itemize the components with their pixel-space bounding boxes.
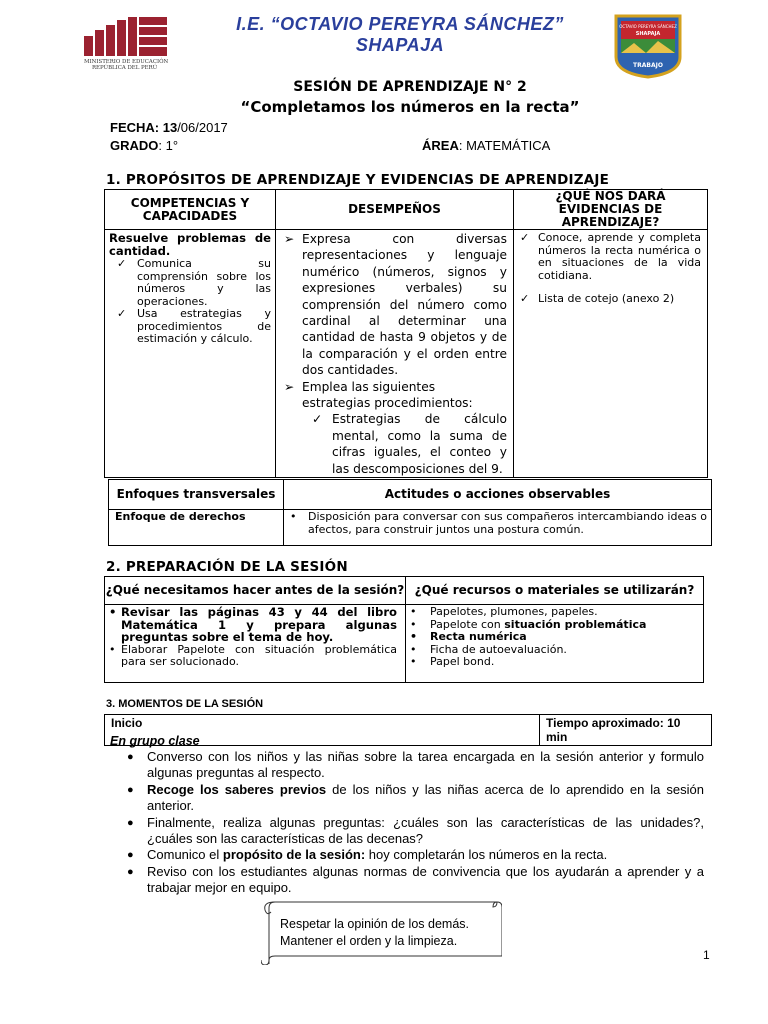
fecha-line <box>110 120 228 135</box>
col-antes: ¿Qué necesitamos hacer antes de la sesión? <box>105 577 406 605</box>
evidencias-cell <box>514 230 708 478</box>
antes-cell <box>105 605 406 683</box>
grado-label: GRADO <box>110 138 159 153</box>
moment-item: ● Recoge los saberes previos de los niños y las niñas acerca de lo aprendido en la sesión anterior. <box>127 781 704 814</box>
desempeno-item: ➢ Emplea las siguientes estrategias procedimientos: <box>284 379 473 411</box>
bullet-icon: ● <box>127 751 134 763</box>
check-icon: ✓ <box>117 307 127 320</box>
area-value: : MATEMÁTICA <box>458 138 551 153</box>
recurso-item: • Papelotes, plumones, papeles. <box>410 605 598 618</box>
bullet-icon: • <box>410 642 417 656</box>
moment-item: ● Comunico el propósito de la sesión: hoy completarán los números en la recta. <box>127 847 608 863</box>
col-competencias: COMPETENCIAS Y CAPACIDADES <box>105 190 276 230</box>
bullet-icon: ● <box>127 816 134 829</box>
section2-heading: 2. PREPARACIÓN DE LA SESIÓN <box>106 559 348 575</box>
actitud-item: • Disposición para conversar con sus compañeros intercambiando ideas o afectos, para construir juntos una postura común. <box>290 510 707 536</box>
bullet-icon: ● <box>127 849 134 862</box>
bullet-icon: • <box>410 617 417 631</box>
scroll-line1: Respetar la opinión de los demás. <box>280 917 470 931</box>
session-title: SESIÓN DE APRENDIZAJE N° 2 <box>293 79 527 95</box>
grado-line <box>110 138 178 153</box>
col-desempenos: DESEMPEÑOS <box>276 190 514 230</box>
section3-heading: 3. MOMENTOS DE LA SESIÓN <box>106 698 264 710</box>
col-evidencias: ¿QUÉ NOS DARÁ EVIDENCIAS DE APRENDIZAJE? <box>514 190 708 230</box>
page-number: 1 <box>703 948 710 962</box>
tiempo-label: Tiempo aproximado: 10 min <box>540 715 712 746</box>
inicio-label: Inicio <box>105 715 540 746</box>
check-icon: ✓ <box>312 412 323 427</box>
school-name <box>200 14 600 56</box>
bullet-icon: ● <box>127 783 134 796</box>
moment-item: ● Reviso con los estudiantes algunas normas de convivencia que los ayudarán a aprender y a trabajar mejor en equipo. <box>127 863 704 896</box>
recurso-item: • Ficha de autoevaluación. <box>410 642 567 656</box>
desempeno-item: ➢ Expresa con diversas representaciones y lenguaje numérico (números, signos y expresiones verbales) su comprensión del número como cardinal al determinar una cantidad de hasta 9 objetos y de la comparación y el orden entre dos cantidades. <box>284 232 507 378</box>
grupo-clase: En grupo clase <box>110 734 200 748</box>
purposes-table <box>104 189 708 478</box>
moment-item: ● Converso con los niños y las niñas sobre la tarea encargada en la sesión anterior y formulo algunas preguntas al respecto. <box>127 749 704 781</box>
fecha-label: FECHA: 13 <box>110 120 178 135</box>
antes-item: • Elaborar Papelote con situación problemática para ser solucionado. <box>109 642 397 668</box>
competencia: Resuelve problemas de cantidad. <box>109 231 271 258</box>
evidencia-item: ✓ Lista de cotejo (anexo 2) <box>520 292 675 305</box>
arrow-bullet-icon: ➢ <box>284 379 295 394</box>
bullet-icon: • <box>410 630 418 643</box>
scroll-line2: Mantener el orden y la limpieza. <box>280 934 458 948</box>
enfoques-table <box>108 479 712 546</box>
recurso-item: • Papelote con situación problemática <box>410 617 647 631</box>
bullet-icon: • <box>109 605 117 619</box>
col-recursos: ¿Qué recursos o materiales se utilizarán? <box>406 577 704 605</box>
school-name-line1: I.E. “OCTAVIO PEREYRA SÁNCHEZ” <box>236 14 564 34</box>
grado-value: : 1° <box>158 138 179 153</box>
logo-left-line2: REPÚBLICA DEL PERÚ <box>92 65 158 70</box>
fecha-value: /06/2017 <box>177 120 228 135</box>
logo-left-line1: MINISTERIO DE EDUCACIÓN <box>84 59 169 65</box>
competencias-cell <box>105 230 276 478</box>
antes-item: • Revisar las páginas 43 y 44 del libro Matemática 1 y prepara algunas preguntas sobre el tema de hoy. <box>109 605 397 644</box>
bullet-icon: ● <box>127 865 134 878</box>
badge-place: SHAPAJA <box>635 31 661 37</box>
recurso-item: • Papel bond. <box>410 655 495 668</box>
school-badge-logo <box>612 13 684 79</box>
area-label: ÁREA <box>422 138 459 153</box>
enfoque-cell: Enfoque de derechos <box>109 510 284 546</box>
bullet-icon: • <box>109 642 116 656</box>
moment-item: ● Finalmente, realiza algunas preguntas: ¿cuáles son las características de las unidades?, ¿cuáles son las características de las decenas? <box>127 814 704 847</box>
arrow-bullet-icon: ➢ <box>284 232 295 246</box>
school-name-line2: SHAPAJA <box>355 35 445 55</box>
desempeno-subitem: ✓ Estrategias de cálculo mental, como la suma de cifras iguales, el conteo y las descomposiciones del 9. <box>312 412 507 476</box>
bullet-icon: • <box>410 605 417 618</box>
col-enfoques: Enfoques transversales <box>109 480 284 510</box>
recurso-item: • Recta numérica <box>410 630 527 643</box>
check-icon: ✓ <box>520 231 530 244</box>
badge-motto: TRABAJO <box>633 62 663 69</box>
recursos-cell <box>406 605 704 683</box>
area-line <box>422 138 550 153</box>
bullet-icon: • <box>410 655 417 668</box>
check-icon: ✓ <box>520 292 530 305</box>
capacidad-item: ✓ Usa estrategias y procedimientos de estimación y cálculo. <box>117 307 271 345</box>
section1-heading: 1. PROPÓSITOS DE APRENDIZAJE Y EVIDENCIAS DE APRENDIZAJE <box>106 172 610 188</box>
session-subtitle: “Completamos los números en la recta” <box>240 98 580 116</box>
scroll-text <box>280 916 469 950</box>
desempenos-cell <box>276 230 514 478</box>
actitud-cell <box>284 510 712 546</box>
badge-text: OCTAVIO PEREYRA SÁNCHEZ <box>619 24 677 29</box>
ministry-logo <box>82 14 190 70</box>
preparation-table <box>104 576 704 683</box>
moments-list <box>110 749 704 897</box>
check-icon: ✓ <box>117 257 127 270</box>
bullet-icon: • <box>290 510 297 523</box>
col-actitudes: Actitudes o acciones observables <box>284 480 712 510</box>
evidencia-item: ✓ Conoce, aprende y completa números la recta numérica o en situaciones de la vida cotidiana. <box>520 231 701 282</box>
capacidad-item: ✓ Comunica su comprensión sobre los números y las operaciones. <box>117 257 271 308</box>
